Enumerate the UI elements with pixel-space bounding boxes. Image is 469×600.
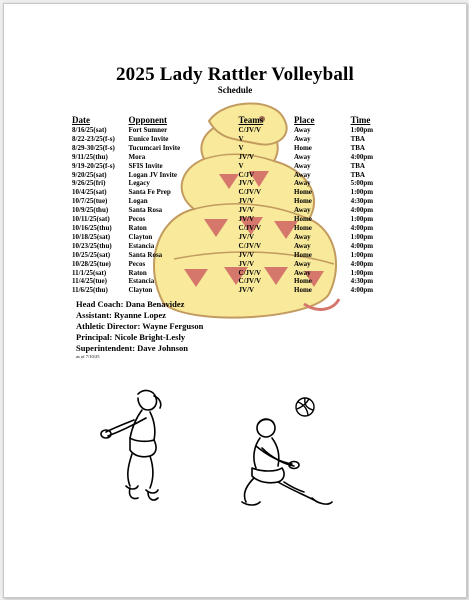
- cell-place: Away: [294, 126, 311, 134]
- cell-opponent: Santa Rosa: [128, 206, 163, 215]
- staff-list: [76, 299, 203, 360]
- page-subtitle: Schedule: [217, 85, 253, 95]
- athletic-director: Athletic Director: Wayne Ferguson: [76, 321, 204, 331]
- cell-place: Home: [294, 197, 312, 206]
- cell-opponent: Legacy: [128, 179, 150, 188]
- cell-place: Away: [294, 179, 311, 188]
- cell-time: 5:00pm: [350, 179, 374, 188]
- cell-date: 10/9/25(thu): [72, 206, 109, 215]
- cell-place: Away: [294, 134, 311, 143]
- cell-teams: C/JV: [238, 170, 255, 179]
- cell-date: 10/25/25(sat): [72, 250, 111, 259]
- table-row: [72, 242, 402, 251]
- column-header-teams: Teams: [238, 115, 264, 125]
- cell-time: 4:00pm: [350, 223, 374, 232]
- cell-place: Home: [294, 215, 312, 224]
- cell-place: Home: [294, 188, 312, 197]
- cell-date: 8/16/25(sat): [72, 126, 107, 134]
- cell-time: 4:00pm: [350, 152, 374, 161]
- cell-date: 9/26/25(fri): [72, 179, 106, 188]
- table-row: [72, 224, 402, 233]
- cell-place: Home: [294, 277, 312, 286]
- cell-time: TBA: [350, 143, 365, 152]
- cell-teams: JV/V: [238, 197, 255, 206]
- table-row: [72, 135, 402, 144]
- assistant-coach: Assistant: Ryanne Lopez: [76, 310, 166, 320]
- cell-opponent: Santa Rosa: [128, 250, 163, 259]
- column-header-place: Place: [294, 115, 315, 125]
- cell-time: 4:30pm: [350, 197, 374, 206]
- cell-date: 8/22-23/25(f-s): [72, 134, 115, 143]
- table-row: [72, 251, 402, 260]
- cell-opponent: Logan: [128, 197, 148, 206]
- cell-teams: C/JV/V: [238, 223, 262, 232]
- cell-opponent: Pecos: [128, 215, 146, 224]
- schedule-body: [72, 126, 402, 295]
- cell-opponent: Clayton: [128, 232, 153, 241]
- table-row: [72, 233, 402, 242]
- cell-place: Away: [294, 241, 311, 250]
- superintendent: Superintendent: Dave Johnson: [76, 343, 188, 353]
- cell-teams: C/JV/V: [238, 277, 262, 286]
- cell-place: Away: [294, 232, 311, 241]
- cell-teams: JV/V: [238, 250, 255, 259]
- cell-date: 10/4/25(sat): [72, 188, 107, 197]
- cell-teams: C/JV/V: [238, 126, 262, 134]
- volleyball-icon: [294, 396, 316, 418]
- cell-place: Home: [294, 223, 312, 232]
- volleyball-player-icon: [96, 386, 176, 508]
- cell-opponent: Clayton: [128, 286, 153, 295]
- cell-date: 10/23/25(thu): [72, 241, 112, 250]
- cell-time: 1:00pm: [350, 188, 374, 197]
- table-row: [72, 126, 402, 135]
- cell-date: 11/6/25(thu): [72, 286, 108, 295]
- cell-time: 1:00pm: [350, 250, 374, 259]
- table-row: [72, 206, 402, 215]
- table-row: [72, 286, 402, 295]
- cell-teams: V: [238, 143, 244, 152]
- cell-place: Away: [294, 170, 311, 179]
- cell-opponent: SFIS Invite: [128, 161, 163, 170]
- cell-time: 4:00pm: [350, 241, 374, 250]
- cell-teams: JV/V: [238, 286, 255, 295]
- cell-teams: JV/V: [238, 152, 255, 161]
- cell-time: 1:00pm: [350, 126, 374, 134]
- cell-opponent: Logan JV Invite: [128, 170, 178, 179]
- table-row: [72, 153, 402, 162]
- cell-opponent: Pecos: [128, 259, 146, 268]
- schedule-table: [72, 115, 402, 295]
- head-coach: Head Coach: Dana Benavidez: [76, 299, 185, 309]
- cell-opponent: Eunice Invite: [128, 134, 169, 143]
- volleyball-player-icon: [232, 416, 336, 512]
- cell-opponent: Raton: [128, 223, 147, 232]
- cell-teams: V: [238, 134, 244, 143]
- cell-teams: JV/V: [238, 215, 255, 224]
- cell-opponent: Raton: [128, 268, 147, 277]
- cell-place: Away: [294, 152, 311, 161]
- cell-place: Home: [294, 143, 312, 152]
- schedule-header-row: [72, 115, 402, 126]
- cell-date: 10/16/25(thu): [72, 223, 112, 232]
- cell-time: 1:00pm: [350, 215, 374, 224]
- page-title: 2025 Lady Rattler Volleyball: [115, 64, 355, 85]
- cell-date: 10/11/25(sat): [72, 215, 110, 224]
- cell-time: TBA: [350, 134, 365, 143]
- cell-time: 4:00pm: [350, 286, 374, 295]
- cell-opponent: Estancia: [128, 277, 155, 286]
- column-header-date: Date: [72, 115, 90, 125]
- cell-date: 11/4/25(tue): [72, 277, 107, 286]
- document-page: [3, 3, 467, 598]
- cell-date: 11/1/25(sat): [72, 268, 107, 277]
- table-row: [72, 162, 402, 171]
- table-row: [72, 260, 402, 269]
- cell-date: 10/28/25(tue): [72, 259, 111, 268]
- cell-teams: JV/V: [238, 259, 255, 268]
- cell-place: Away: [294, 161, 311, 170]
- cell-time: 1:00pm: [350, 268, 374, 277]
- cell-place: Away: [294, 268, 311, 277]
- cell-date: 9/19-20/25(f-s): [72, 161, 115, 170]
- cell-place: Home: [294, 250, 312, 259]
- table-row: [72, 179, 402, 188]
- column-header-time: Time: [350, 115, 371, 125]
- cell-opponent: Fort Sumner: [128, 126, 168, 134]
- cell-date: 10/7/25(tue): [72, 197, 108, 206]
- table-row: [72, 188, 402, 197]
- cell-teams: C/JV/V: [238, 188, 262, 197]
- cell-time: 4:30pm: [350, 277, 374, 286]
- table-row: [72, 171, 402, 180]
- cell-place: Away: [294, 206, 311, 215]
- cell-time: 4:00pm: [350, 259, 374, 268]
- cell-time: TBA: [350, 170, 365, 179]
- table-row: [72, 277, 402, 286]
- cell-place: Away: [294, 259, 311, 268]
- cell-date: 9/11/25(thu): [72, 152, 108, 161]
- cell-place: Home: [294, 286, 312, 295]
- cell-teams: JV/V: [238, 232, 255, 241]
- cell-teams: C/JV/V: [238, 268, 262, 277]
- cell-teams: V: [238, 161, 244, 170]
- principal: Principal: Nicole Bright-Lesly: [76, 332, 186, 342]
- cell-opponent: Mora: [128, 152, 146, 161]
- cell-teams: JV/V: [238, 206, 255, 215]
- cell-time: 4:00pm: [350, 206, 374, 215]
- cell-date: 8/29-30/25(f-s): [72, 143, 115, 152]
- cell-opponent: Tucumcari Invite: [128, 143, 181, 152]
- cell-date: 9/20/25(sat): [72, 170, 107, 179]
- table-row: [72, 144, 402, 153]
- table-row: [72, 215, 402, 224]
- cell-opponent: Estancia: [128, 241, 155, 250]
- table-row: [72, 197, 402, 206]
- as-of-date: as of 7/10/25: [76, 354, 100, 359]
- column-header-opponent: Opponent: [128, 115, 168, 125]
- table-row: [72, 269, 402, 278]
- cell-opponent: Santa Fe Prep: [128, 188, 171, 197]
- cell-teams: C/JV/V: [238, 241, 262, 250]
- cell-time: TBA: [350, 161, 365, 170]
- cell-teams: JV/V: [238, 179, 255, 188]
- cell-time: 1:00pm: [350, 232, 374, 241]
- cell-date: 10/18/25(sat): [72, 232, 111, 241]
